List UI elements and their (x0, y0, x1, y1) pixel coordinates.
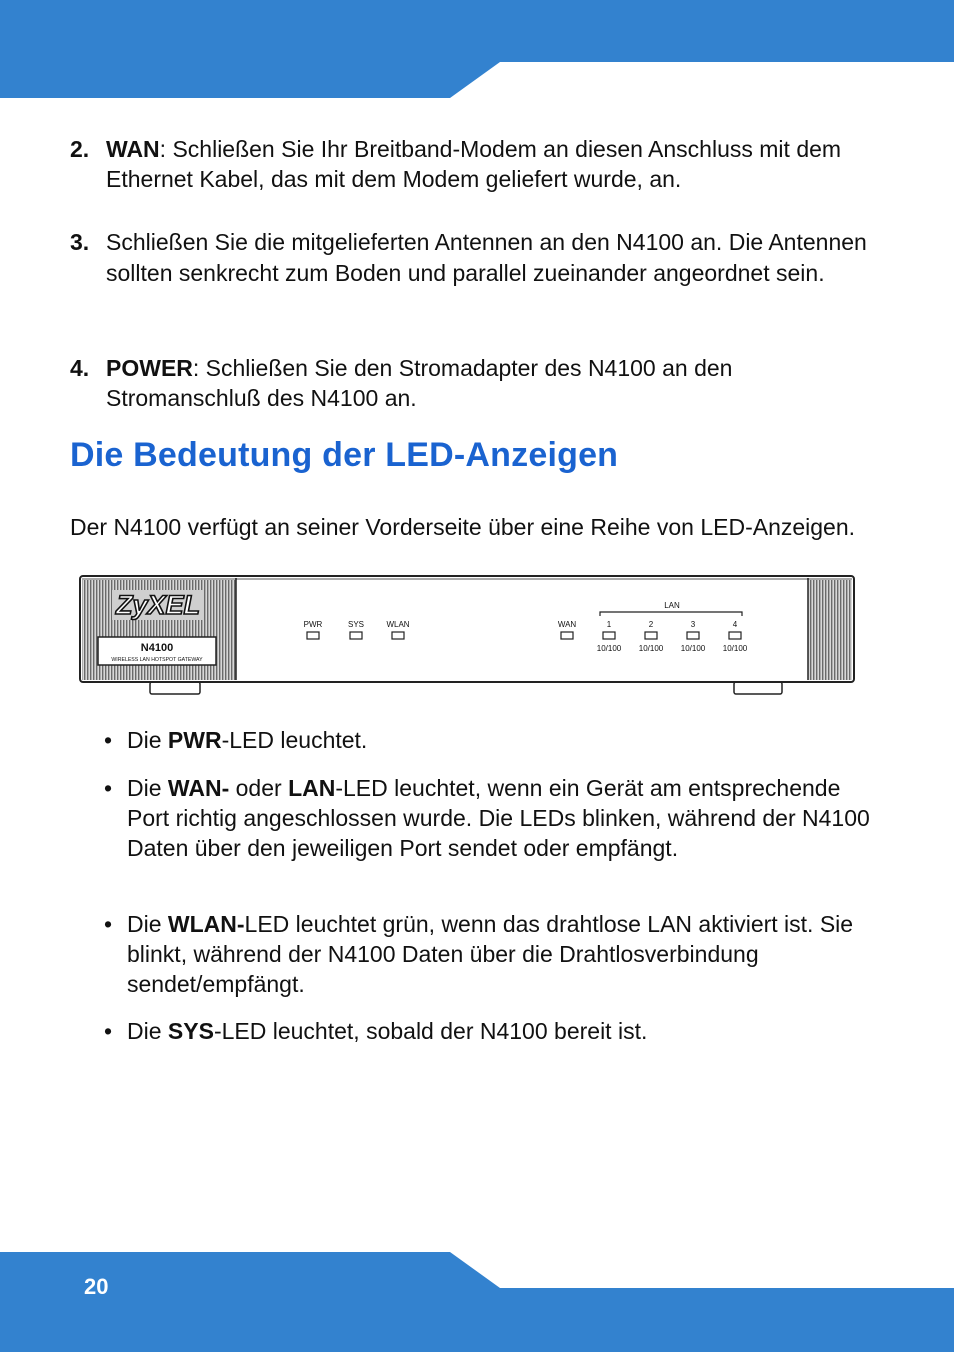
footer-banner (0, 1252, 954, 1352)
lan-port-number: 4 (732, 620, 738, 629)
step-text: : Schließen Sie den Stromadapter des N4100 an den Stromanschluß des N4100 an. (106, 355, 733, 411)
bullet-keyword: SYS (167, 1018, 214, 1044)
bullet-keyword: PWR (167, 727, 222, 753)
led-label: WLAN (386, 620, 410, 629)
lan-port-speed: 10/100 (722, 644, 748, 653)
device-foot-left (150, 682, 200, 694)
led-indicator (561, 632, 573, 639)
lan-port-speed: 10/100 (596, 644, 622, 653)
bullet-text: Die (127, 1018, 168, 1044)
bullet-dot: • (104, 727, 113, 753)
led-label: SYS (347, 620, 365, 629)
device-foot-right (734, 682, 782, 694)
bullet-text: -LED leuchtet. (221, 727, 368, 753)
bullet-text: -LED leuchtet, wenn ein Gerät am entsprechende Port richtig angeschlossen wurde. Die LEDs blinken, während der N4100 Daten über den jeweiligen Port sendet oder empfängt. (127, 775, 870, 861)
bullet-keyword: LAN (288, 775, 336, 801)
lan-port-speed: 10/100 (680, 644, 706, 653)
lan-port-speed: 10/100 (638, 644, 664, 653)
led-indicator (392, 632, 404, 639)
bullet-text: Die (127, 727, 168, 753)
step-4 (70, 353, 890, 413)
step-2 (70, 134, 890, 194)
brand-logo-text: ZyXEL (115, 590, 201, 620)
section-title: Die Bedeutung der LED-Anzeigen (70, 436, 619, 474)
lan-port-number: 1 (606, 620, 612, 629)
bullet-dot: • (104, 775, 113, 801)
header-banner-shape (0, 0, 954, 98)
lan-port-number: 3 (690, 620, 696, 629)
bullet-text: Die (127, 775, 168, 801)
step-3 (70, 227, 890, 289)
bullet-wlan (104, 909, 874, 999)
step-keyword-wan: WAN (106, 136, 160, 162)
bullet-keyword: WLAN- (167, 911, 245, 937)
bullet-pwr (104, 725, 874, 755)
led-indicator (307, 632, 319, 639)
bullet-text: Die (127, 911, 168, 937)
bullet-keyword: WAN- (167, 775, 230, 801)
bullet-dot: • (104, 911, 113, 937)
step-number: 4. (70, 355, 90, 381)
bullet-sys (104, 1016, 874, 1046)
model-name: N4100 (140, 642, 174, 654)
led-indicator (687, 632, 699, 639)
lan-port-number: 2 (648, 620, 654, 629)
footer-banner-shape (0, 1252, 954, 1352)
led-indicator (645, 632, 657, 639)
bullet-text: LED leuchtet grün, wenn das drahtlose LAN aktiviert ist. Sie blinkt, während der N4100 Daten über die Drahtlosverbindung sendet/empfängt. (127, 911, 854, 997)
zyxel-logo (112, 590, 204, 620)
page-number: 20 (84, 1274, 109, 1299)
device-front-panel-image (78, 572, 856, 698)
bullet-text: oder (229, 775, 289, 801)
led-indicator (729, 632, 741, 639)
model-subtitle: WIRELESS LAN HOTSPOT GATEWAY (111, 657, 203, 663)
step-text: : Schließen Sie Ihr Breitband-Modem an diesen Anschluss mit dem Ethernet Kabel, das mit dem Modem geliefert wurde, an. (106, 136, 842, 192)
step-number: 2. (70, 136, 90, 162)
step-text: Schließen Sie die mitgelieferten Antennen an den N4100 an. Die Antennen sollten senkrecht zum Boden und parallel zueinander angeordnet sein. (106, 229, 867, 286)
step-number: 3. (70, 229, 90, 255)
led-indicator (350, 632, 362, 639)
header-banner (0, 0, 954, 98)
bullet-dot: • (104, 1018, 113, 1044)
device-rib-right (808, 580, 852, 680)
bullet-wan-lan (104, 773, 874, 863)
led-label: PWR (303, 620, 323, 629)
led-label: WAN (557, 620, 577, 629)
step-keyword-power: POWER (106, 355, 193, 381)
led-indicator (603, 632, 615, 639)
lan-group-label: LAN (664, 601, 680, 610)
bullet-text: -LED leuchtet, sobald der N4100 bereit ist. (213, 1018, 648, 1044)
intro-paragraph: Der N4100 verfügt an seiner Vorderseite über eine Reihe von LED-Anzeigen. (70, 514, 856, 540)
